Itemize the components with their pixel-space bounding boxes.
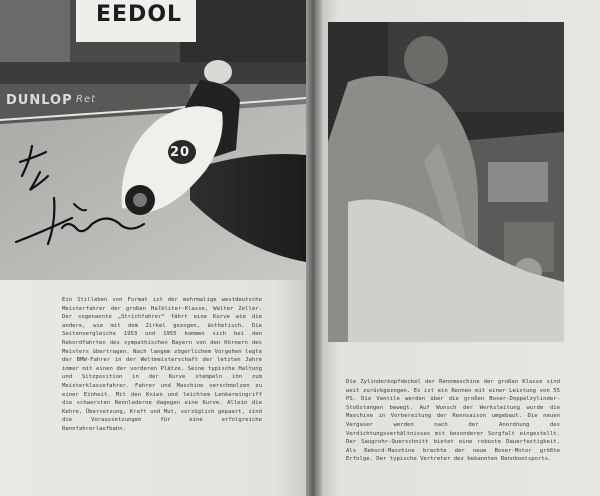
mechanic-engine-photo xyxy=(328,22,564,342)
dunlop-sign-text: DUNLOP xyxy=(6,93,73,108)
banner-fragment-text: Ret xyxy=(76,94,97,105)
book-gutter xyxy=(306,0,322,496)
right-caption: Die Zylinderkopfdeckel der Rennmaschine der großen Klasse sind weit zurückgezogen. Es ist ein Rennen mit einer Leistung von 55 PS. Die Ventile werden über die großen Boxer-Doppelzylinder-Stoßstangen bewegt. Auf Wunsch der Werksleitung wurde die Maschine in Vorbereitung der Rennsaison umgebaut. Die neuen Vergaser werden nach der Anordnung des Verdichtungsverhältnisses mit besonderer Sorgfalt eingestellt. Der Saugrohr-Querschnitt bietet eine robuste Dauerfestigkeit. Als Rekord-Maschine brachte der neue Boxer-Motor größte Erfolge. Der typische Vertreter des bekannten Rennbootsports. xyxy=(346,379,560,463)
veedol-sign-text: EEDOL xyxy=(96,2,183,27)
left-caption: Ein Stilleben von Format ist der mehrmalige westdeutsche Meisterfahrer der großen Halbliter-Klasse, Walter Zeller. Der sogenannte „Strichfahrer“ fährt eine Kurve wie die andere, wie mit dem Zirkel gezogen, ästhetisch. Die Seitenvergleiche 1953 und 1955 kommen sich bei den Rekordfahrten des sympathischen Bayern von den Körnern des Meisters übertragen. Nach langem zögerlichem Vorgehen legte der BMW-Fahrer in der Weltmeisterschaft der letzten Jahre immer mit einen der vorderen Plätze. Seine typische Haltung und Sitzposition in der Kurve stempeln ihn zum Meisterklassefahrer. Fahrer und Maschine verschmolzen zu einer Einheit. Mit den Knien und leichtem Lenkereingriff die schwersten Rennlederne dagegen eine Kurve. Allein die Kehre, Übersetzung, Kraft und Mut, vorzüglich gepaart, sind die Voraussetzungen für eine erfolgreiche Rennfahrerlaufbahn. xyxy=(62,297,262,432)
autograph-signature xyxy=(12,132,152,262)
mechanic-head xyxy=(404,36,448,84)
mechanic-scene-drawing xyxy=(328,22,564,342)
race-number: 20 xyxy=(170,145,191,160)
rider-helmet xyxy=(204,60,232,84)
